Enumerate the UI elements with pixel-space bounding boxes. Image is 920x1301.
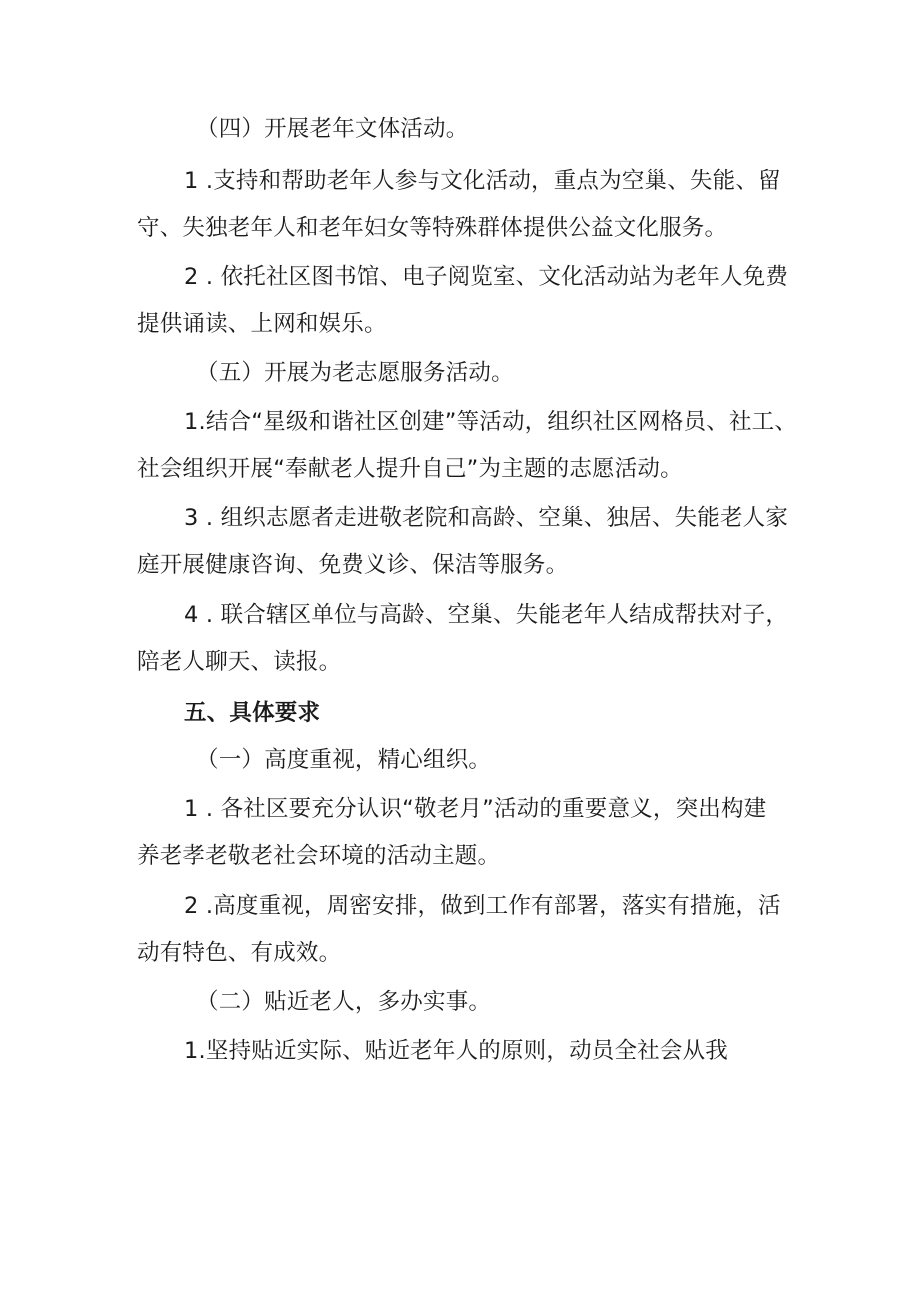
item-line: 1.结合“星级和谐社区创建”等活动，组织社区网格员、社工、 (184, 409, 798, 435)
item-line: 庭开展健康咨询、免费义诊、保洁等服务。 (137, 552, 569, 578)
subheading-four: （四）开展老年文体活动。 (196, 116, 469, 142)
item-line: 1 . 各社区要充分认识“敬老月”活动的重要意义，突出构建 (184, 796, 767, 822)
item-line: 2 .高度重视，周密安排，做到工作有部署，落实有措施，活 (184, 893, 781, 919)
item-line: 2 . 依托社区图书馆、电子阅览室、文化活动站为老年人免费 (184, 264, 789, 290)
item-line: 陪老人聊天、读报。 (137, 649, 342, 675)
item-line: 4 . 联合辖区单位与高龄、空巢、失能老年人结成帮扶对子， (184, 602, 789, 628)
subheading-five: （五）开展为老志愿服务活动。 (196, 360, 514, 386)
subheading-two: （二）贴近老人，多办实事。 (196, 989, 492, 1015)
item-line: 养老孝老敬老社会环境的活动主题。 (137, 843, 501, 869)
item-line: 提供诵读、上网和娱乐。 (137, 311, 387, 337)
item-line: 守、失独老年人和老年妇女等特殊群体提供公益文化服务。 (137, 215, 728, 241)
section-heading: 五、具体要求 (184, 700, 321, 726)
item-line: 1.坚持贴近实际、贴近老年人的原则，动员全社会从我 (184, 1038, 728, 1064)
item-line: 社会组织开展“奉献老人提升自己”为主题的志愿活动。 (137, 456, 683, 482)
subheading-one: （一）高度重视，精心组织。 (196, 747, 492, 773)
item-line: 3 . 组织志愿者走进敬老院和高龄、空巢、独居、失能老人家 (184, 505, 789, 531)
item-line: 1 .支持和帮助老年人参与文化活动，重点为空巢、失能、留 (184, 168, 781, 194)
item-line: 动有特色、有成效。 (137, 940, 342, 966)
